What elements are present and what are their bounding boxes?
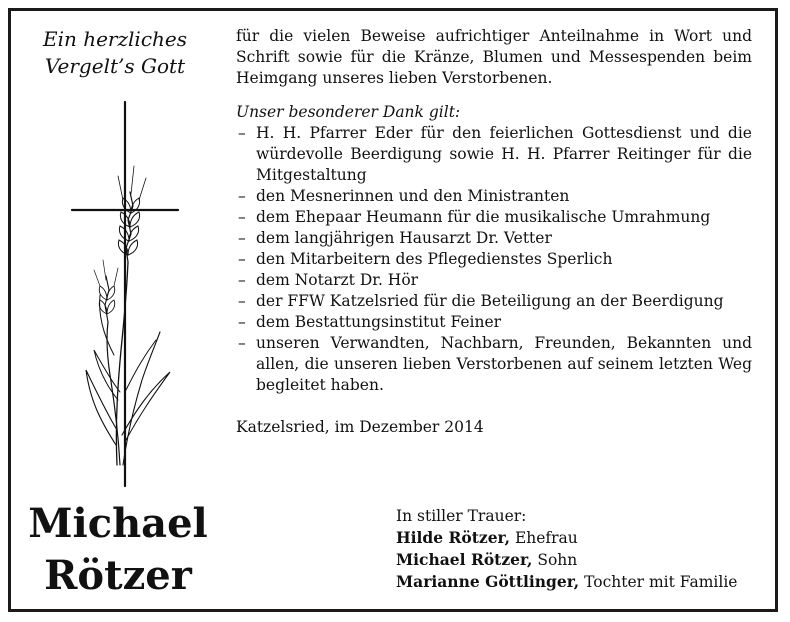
deceased-name: [18, 498, 218, 602]
dash-bullet: –: [238, 187, 246, 205]
place-date: Katzelsried, im Dezember 2014: [236, 418, 484, 436]
list-item-text: den Mesnerinnen und den Ministranten: [256, 187, 570, 205]
dash-bullet: –: [238, 124, 246, 142]
list-item: [236, 333, 752, 396]
list-item: [236, 270, 752, 291]
mourning-intro: In stiller Trauer:: [396, 507, 527, 525]
list-item-text: dem langjährigen Hausarzt Dr. Vetter: [256, 229, 552, 247]
list-item-text: den Mitarbeitern des Pflegedienstes Sperlich: [256, 250, 613, 268]
list-item: [236, 207, 752, 228]
thanks-heading: Unser besonderer Dank gilt:: [236, 103, 461, 121]
list-item-text: dem Bestattungsinstitut Feiner: [256, 313, 502, 331]
mourner-name: Marianne Göttlinger,: [396, 572, 580, 591]
thanks-text: [236, 26, 752, 454]
dash-bullet: –: [238, 334, 246, 352]
mourner-relation: Ehefrau: [514, 529, 578, 547]
dash-bullet: –: [238, 271, 246, 289]
mourner-row: [396, 527, 766, 549]
list-item-text: unseren Verwandten, Nachbarn, Freunden, Bekannten und allen, die unseren lieben Verstorbenen auf seinem letzten Weg begleitet haben.: [256, 334, 752, 394]
mourner-row: [396, 549, 766, 571]
mourner-relation: Tochter mit Familie: [584, 573, 738, 591]
cross-with-wheat-icon: [70, 100, 180, 490]
deceased-first-name: Michael: [28, 500, 208, 547]
left-heading: [20, 26, 210, 80]
mourner-name: Michael Rötzer,: [396, 550, 533, 569]
list-item: [236, 123, 752, 186]
left-heading-line-1: Ein herzliches: [42, 27, 188, 51]
intro-paragraph: für die vielen Beweise aufrichtiger Anteilnahme in Wort und Schrift sowie für die Kränze, Blumen und Messespenden beim Heimgang unseres lieben Verstorbenen.: [236, 27, 752, 87]
list-item: [236, 186, 752, 207]
deceased-last-name: Rötzer: [44, 552, 192, 599]
left-heading-line-2: Vergelt’s Gott: [44, 54, 186, 78]
thanks-list: [236, 123, 752, 396]
mourner-row: [396, 571, 766, 593]
dash-bullet: –: [238, 313, 246, 331]
list-item: [236, 291, 752, 312]
dash-bullet: –: [238, 292, 246, 310]
list-item-text: dem Notarzt Dr. Hör: [256, 271, 419, 289]
mourner-relation: Sohn: [537, 551, 578, 569]
list-item-text: dem Ehepaar Heumann für die musikalische Umrahmung: [256, 208, 711, 226]
list-item: [236, 228, 752, 249]
list-item-text: H. H. Pfarrer Eder für den feierlichen Gottesdienst und die würdevolle Beerdigung sowie H. H. Pfarrer Reitinger für die Mitgestaltung: [256, 124, 752, 184]
mourners-block: [396, 506, 766, 593]
dash-bullet: –: [238, 229, 246, 247]
list-item: [236, 312, 752, 333]
mourner-name: Hilde Rötzer,: [396, 528, 510, 547]
dash-bullet: –: [238, 250, 246, 268]
list-item: [236, 249, 752, 270]
dash-bullet: –: [238, 208, 246, 226]
list-item-text: der FFW Katzelsried für die Beteiligung an der Beerdigung: [256, 292, 724, 310]
